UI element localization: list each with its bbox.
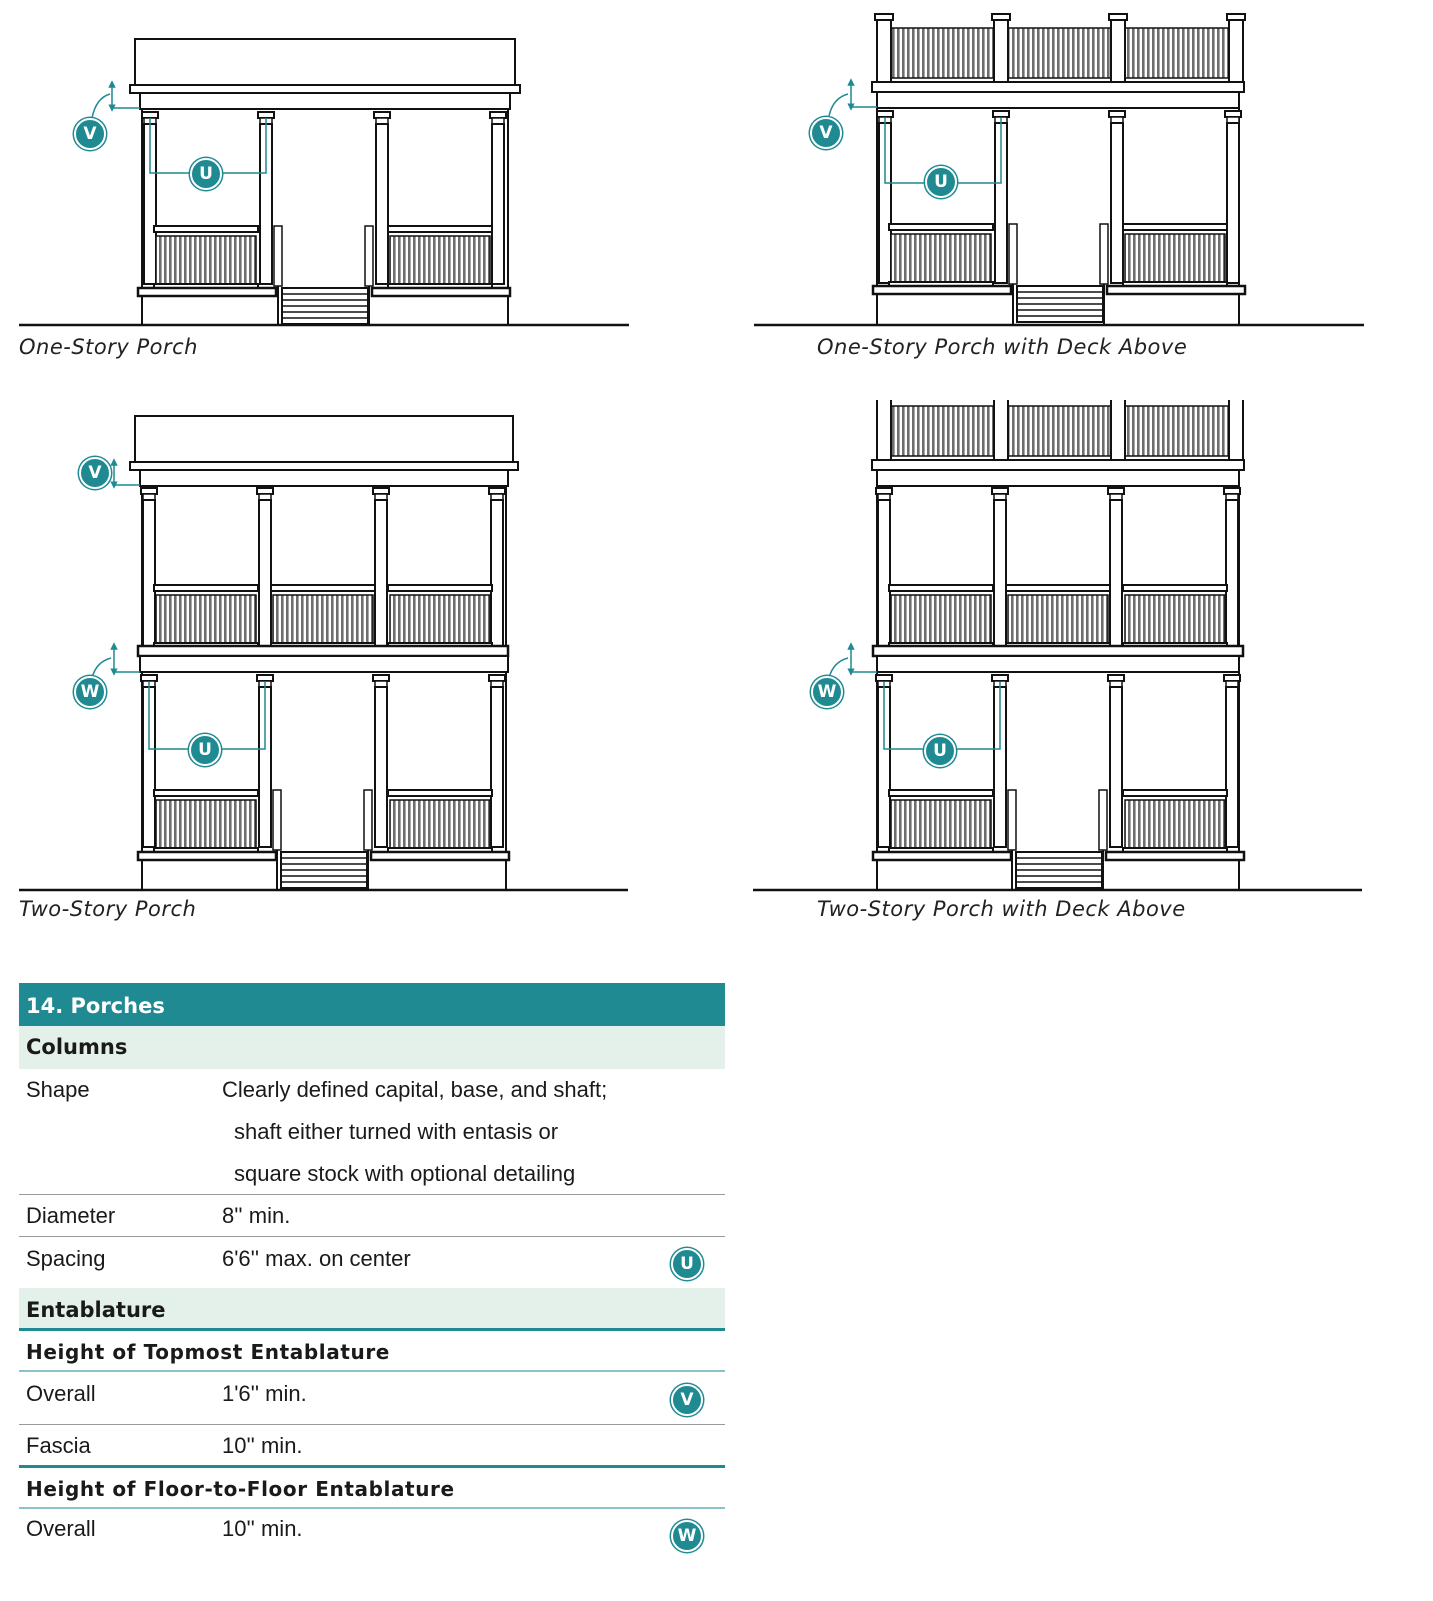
- dimension-badge-v: V: [810, 117, 842, 149]
- dimension-badge-v: V: [74, 118, 106, 150]
- shape-label: Shape: [26, 1077, 90, 1102]
- caption-one-story-porch: One-Story Porch: [19, 335, 198, 359]
- caption-two-story-porch: Two-Story Porch: [19, 897, 197, 921]
- floor-overall-badge-w: W: [671, 1520, 703, 1552]
- dimension-badge-w: W: [811, 676, 843, 708]
- row-diameter: [19, 1195, 725, 1237]
- subsection-topmost-entablature: Height of Topmost Entablature: [19, 1331, 725, 1372]
- table-title: 14. Porches: [19, 983, 725, 1026]
- spacing-value: 6'6'' max. on center: [222, 1246, 411, 1271]
- drawing-one-story-porch: [0, 0, 716, 370]
- row-floor-overall: [19, 1509, 725, 1555]
- caption-two-story-porch-deck: Two-Story Porch with Deck Above: [817, 897, 1186, 921]
- floor-overall-label: Overall: [26, 1516, 96, 1541]
- overall-value: 1'6'' min.: [222, 1381, 307, 1406]
- floor-overall-value: 10'' min.: [222, 1516, 303, 1541]
- row-spacing: [19, 1237, 725, 1288]
- dimension-badge-w: W: [74, 676, 106, 708]
- section-columns: Columns: [19, 1026, 725, 1069]
- dimension-badge-v: V: [79, 457, 111, 489]
- drawing-two-story-porch: [0, 400, 716, 940]
- row-shape: [19, 1069, 725, 1195]
- overall-badge-v: V: [671, 1384, 703, 1416]
- section-entablature: Entablature: [19, 1288, 725, 1331]
- spacing-badge-u: U: [671, 1248, 703, 1280]
- shape-value-line3: square stock with optional detailing: [234, 1161, 576, 1186]
- drawing-one-story-porch-deck: [735, 0, 1433, 370]
- fascia-value: 10'' min.: [222, 1433, 303, 1458]
- two-story-porch-deck-svg: [735, 400, 1433, 940]
- dimension-badge-u: U: [924, 735, 956, 767]
- one-story-porch-deck-svg: [735, 0, 1433, 370]
- diameter-value: 8'' min.: [222, 1203, 291, 1228]
- dimension-badge-u: U: [190, 158, 222, 190]
- fascia-label: Fascia: [26, 1433, 91, 1458]
- drawing-two-story-porch-deck: [735, 400, 1433, 940]
- caption-one-story-porch-deck: One-Story Porch with Deck Above: [817, 335, 1188, 359]
- spacing-label: Spacing: [26, 1246, 106, 1271]
- shape-value-line1: Clearly defined capital, base, and shaft;: [222, 1077, 608, 1102]
- diameter-label: Diameter: [26, 1203, 116, 1228]
- shape-value-line2: shaft either turned with entasis or: [234, 1119, 559, 1144]
- row-overall: [19, 1372, 725, 1425]
- one-story-porch-svg: [0, 0, 716, 370]
- porches-standards-table: [19, 983, 725, 1555]
- row-fascia: [19, 1425, 725, 1468]
- dimension-badge-u: U: [925, 166, 957, 198]
- subsection-floor-to-floor-entablature: Height of Floor-to-Floor Entablature: [19, 1468, 725, 1509]
- dimension-badge-u: U: [189, 734, 221, 766]
- overall-label: Overall: [26, 1381, 96, 1406]
